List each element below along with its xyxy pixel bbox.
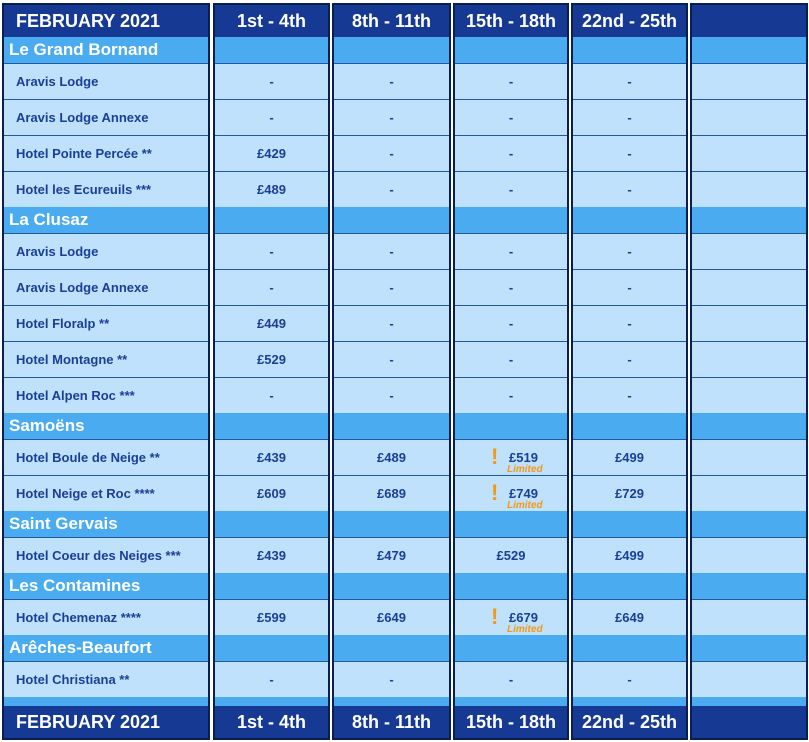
price-value: - (627, 110, 632, 125)
price-cell (573, 305, 686, 341)
price-value: £649 (377, 610, 406, 625)
region-filler (215, 37, 328, 63)
header-title-top (4, 5, 208, 37)
header-date-bottom (215, 706, 328, 738)
price-value: £489 (257, 182, 286, 197)
region-filler (215, 573, 328, 599)
hotel-row (4, 439, 208, 475)
price-cell (334, 171, 449, 207)
price-value: £529 (496, 548, 526, 563)
price-value: - (389, 110, 394, 125)
price-cell (215, 661, 328, 697)
price-value: £479 (377, 548, 406, 563)
price-cell (334, 439, 449, 475)
price-cell (215, 439, 328, 475)
price-value: - (269, 388, 274, 403)
price-value: - (508, 182, 514, 197)
price-value: £729 (615, 486, 644, 501)
region-filler (334, 413, 449, 439)
price-cell (692, 269, 806, 305)
price-cell (215, 269, 328, 305)
title-text: FEBRUARY 2021 (16, 711, 161, 732)
price-cell (455, 135, 567, 171)
price-value: - (627, 74, 632, 89)
region-filler (455, 635, 567, 661)
date-text: 15th - 18th (465, 711, 557, 732)
row-strip (455, 697, 567, 706)
price-cell (334, 377, 449, 413)
price-value: - (627, 672, 632, 687)
price-cell (573, 341, 686, 377)
price-value: - (508, 74, 514, 89)
region-filler (573, 413, 686, 439)
price-cell (455, 171, 567, 207)
region-name: Arêches-Beaufort (9, 638, 152, 657)
price-cell (692, 135, 806, 171)
region-filler (455, 573, 567, 599)
header-date-bottom (455, 706, 567, 738)
price-value: - (389, 352, 394, 367)
header-date-top (215, 5, 328, 37)
date-text: 22nd - 25th (581, 711, 678, 732)
price-value: £439 (257, 450, 286, 465)
price-value: - (389, 672, 394, 687)
region-filler (455, 207, 567, 233)
hotel-row (4, 135, 208, 171)
price-cell (573, 99, 686, 135)
price-cell (215, 171, 328, 207)
header-date-bottom (334, 706, 449, 738)
price-value: - (627, 244, 632, 259)
date-column-5 (690, 3, 808, 740)
price-cell (455, 269, 567, 305)
price-cell (455, 439, 567, 475)
price-value: £429 (257, 146, 286, 161)
hotel-name: Hotel Alpen Roc *** (16, 388, 135, 403)
region-filler (573, 511, 686, 537)
hotel-name: Aravis Lodge (16, 74, 99, 89)
price-value: £599 (257, 610, 286, 625)
price-value: - (389, 280, 394, 295)
price-cell (334, 537, 449, 573)
price-value: £499 (615, 450, 644, 465)
price-cell (334, 305, 449, 341)
price-cell (334, 99, 449, 135)
hotel-row (4, 99, 208, 135)
price-value: - (627, 182, 632, 197)
date-column-3 (453, 3, 569, 740)
region-filler (215, 511, 328, 537)
hotel-name: Hotel Boule de Neige ** (16, 450, 160, 465)
price-value: - (508, 352, 514, 367)
row-strip (334, 697, 449, 706)
region-header (4, 207, 208, 233)
region-name: Le Grand Bornand (9, 40, 159, 59)
price-cell (334, 599, 449, 635)
hotel-row (4, 63, 208, 99)
price-cell (455, 661, 567, 697)
price-cell (334, 269, 449, 305)
hotel-row (4, 377, 208, 413)
region-filler (455, 37, 567, 63)
region-filler (692, 511, 806, 537)
price-cell (692, 305, 806, 341)
hotel-row (4, 661, 208, 697)
price-cell (573, 661, 686, 697)
region-filler (215, 635, 328, 661)
region-filler (455, 511, 567, 537)
hotel-name: Hotel Pointe Percée ** (16, 146, 152, 161)
price-value: £609 (257, 486, 286, 501)
price-cell (573, 537, 686, 573)
hotel-name: Aravis Lodge (16, 244, 99, 259)
date-text: 15th - 18th (465, 10, 557, 31)
region-filler (573, 207, 686, 233)
price-cell (573, 63, 686, 99)
region-filler (455, 413, 567, 439)
price-cell (455, 341, 567, 377)
row-strip (215, 697, 328, 706)
region-filler (215, 413, 328, 439)
region-filler (692, 207, 806, 233)
region-filler (334, 37, 449, 63)
region-name: La Clusaz (9, 210, 89, 229)
limited-label: Limited (507, 500, 543, 511)
price-cell (692, 171, 806, 207)
price-value: - (269, 74, 274, 89)
price-cell (215, 233, 328, 269)
price-value: - (508, 146, 514, 161)
region-header (4, 413, 208, 439)
price-cell (215, 475, 328, 511)
region-filler (334, 207, 449, 233)
region-filler (334, 573, 449, 599)
region-filler (334, 511, 449, 537)
price-value: £439 (257, 548, 286, 563)
hotel-name: Hotel Floralp ** (16, 316, 110, 331)
price-value: - (389, 388, 394, 403)
exclamation-icon: ! (491, 444, 499, 469)
hotel-row (4, 599, 208, 635)
hotel-row (4, 475, 208, 511)
hotel-name: Hotel Neige et Roc **** (16, 486, 155, 501)
price-cell (215, 99, 328, 135)
price-cell (573, 439, 686, 475)
price-value: - (269, 672, 274, 687)
header-date-top (334, 5, 449, 37)
price-value: - (389, 146, 394, 161)
date-column-4 (571, 3, 688, 740)
exclamation-icon: ! (491, 604, 499, 629)
date-text: 1st - 4th (236, 10, 306, 31)
price-cell (573, 269, 686, 305)
price-cell (455, 377, 567, 413)
title-text: FEBRUARY 2021 (16, 10, 161, 31)
header-date-bottom (692, 706, 806, 738)
price-cell (455, 537, 567, 573)
price-value: - (389, 182, 394, 197)
price-value: £689 (377, 486, 406, 501)
price-value: - (627, 352, 632, 367)
region-filler (692, 413, 806, 439)
price-cell (455, 475, 567, 511)
price-value: - (627, 146, 632, 161)
price-cell (692, 599, 806, 635)
region-filler (573, 635, 686, 661)
header-date-bottom (573, 706, 686, 738)
price-value: - (269, 280, 274, 295)
hotel-name: Hotel Chemenaz **** (16, 610, 141, 625)
price-value: £489 (377, 450, 406, 465)
price-cell (455, 99, 567, 135)
region-filler (692, 37, 806, 63)
price-cell (334, 661, 449, 697)
price-value: - (508, 388, 514, 403)
hotel-name-column (2, 3, 210, 740)
price-cell (215, 537, 328, 573)
price-value: - (508, 672, 514, 687)
price-cell (455, 63, 567, 99)
price-cell (692, 63, 806, 99)
price-cell (334, 341, 449, 377)
price-cell (573, 377, 686, 413)
region-name: Samoëns (9, 416, 85, 435)
header-date-top (692, 5, 806, 37)
price-cell (692, 233, 806, 269)
region-filler (573, 573, 686, 599)
price-value: £499 (615, 548, 644, 563)
price-cell (455, 305, 567, 341)
price-cell (334, 135, 449, 171)
date-text: 8th - 11th (351, 10, 431, 31)
price-value: - (269, 110, 274, 125)
row-strip (692, 697, 806, 706)
region-header (4, 635, 208, 661)
hotel-row (4, 537, 208, 573)
price-value: - (508, 110, 514, 125)
price-cell (334, 233, 449, 269)
price-cell (692, 377, 806, 413)
hotel-row (4, 269, 208, 305)
hotel-row (4, 171, 208, 207)
price-cell (692, 661, 806, 697)
hotel-row (4, 305, 208, 341)
region-header (4, 37, 208, 63)
limited-price (471, 600, 551, 635)
region-filler (692, 635, 806, 661)
region-filler (692, 573, 806, 599)
exclamation-icon: ! (491, 480, 499, 505)
hotel-row (4, 341, 208, 377)
limited-label: Limited (507, 624, 543, 635)
price-cell (692, 475, 806, 511)
date-column-2 (332, 3, 451, 740)
hotel-name: Aravis Lodge Annexe (16, 110, 149, 125)
price-value: £519 (509, 450, 538, 465)
region-filler (573, 37, 686, 63)
region-header (4, 511, 208, 537)
price-cell (215, 305, 328, 341)
date-column-1 (213, 3, 330, 740)
price-cell (692, 341, 806, 377)
price-cell (573, 599, 686, 635)
price-value: - (627, 280, 632, 295)
price-cell (215, 599, 328, 635)
limited-price (471, 440, 551, 475)
price-value: - (627, 388, 632, 403)
region-header (4, 573, 208, 599)
price-value: - (389, 316, 394, 331)
price-value: - (389, 74, 394, 89)
price-cell (455, 599, 567, 635)
price-cell (573, 135, 686, 171)
price-value: - (508, 316, 514, 331)
header-date-top (455, 5, 567, 37)
date-text: 8th - 11th (351, 711, 431, 732)
price-cell (215, 377, 328, 413)
price-value: - (508, 244, 514, 259)
price-cell (215, 63, 328, 99)
price-value: - (627, 316, 632, 331)
hotel-name: Hotel les Ecureuils *** (16, 182, 152, 197)
price-cell (692, 99, 806, 135)
price-value: £679 (509, 610, 538, 625)
region-name: Les Contamines (9, 576, 141, 595)
limited-label: Limited (507, 464, 543, 475)
limited-price (471, 476, 551, 511)
price-value: £529 (257, 352, 286, 367)
hotel-name: Aravis Lodge Annexe (16, 280, 149, 295)
region-filler (215, 207, 328, 233)
hotel-name: Hotel Coeur des Neiges *** (16, 548, 181, 563)
price-cell (334, 475, 449, 511)
region-filler (334, 635, 449, 661)
price-value: £649 (615, 610, 644, 625)
hotel-row (4, 233, 208, 269)
price-value: £749 (509, 486, 538, 501)
hotel-name: Hotel Montagne ** (16, 352, 128, 367)
date-text: 1st - 4th (236, 711, 306, 732)
price-value: - (269, 244, 274, 259)
row-strip (4, 697, 208, 706)
row-strip (573, 697, 686, 706)
price-cell (215, 135, 328, 171)
header-title-bottom (4, 706, 208, 738)
price-value: - (389, 244, 394, 259)
price-value: £449 (257, 316, 286, 331)
hotel-name: Hotel Christiana ** (16, 672, 130, 687)
price-cell (573, 171, 686, 207)
price-cell (455, 233, 567, 269)
price-value: - (508, 280, 514, 295)
price-cell (692, 439, 806, 475)
price-cell (573, 233, 686, 269)
price-cell (573, 475, 686, 511)
header-date-top (573, 5, 686, 37)
region-name: Saint Gervais (9, 514, 118, 533)
price-cell (215, 341, 328, 377)
date-text: 22nd - 25th (581, 10, 678, 31)
price-cell (692, 537, 806, 573)
price-cell (334, 63, 449, 99)
